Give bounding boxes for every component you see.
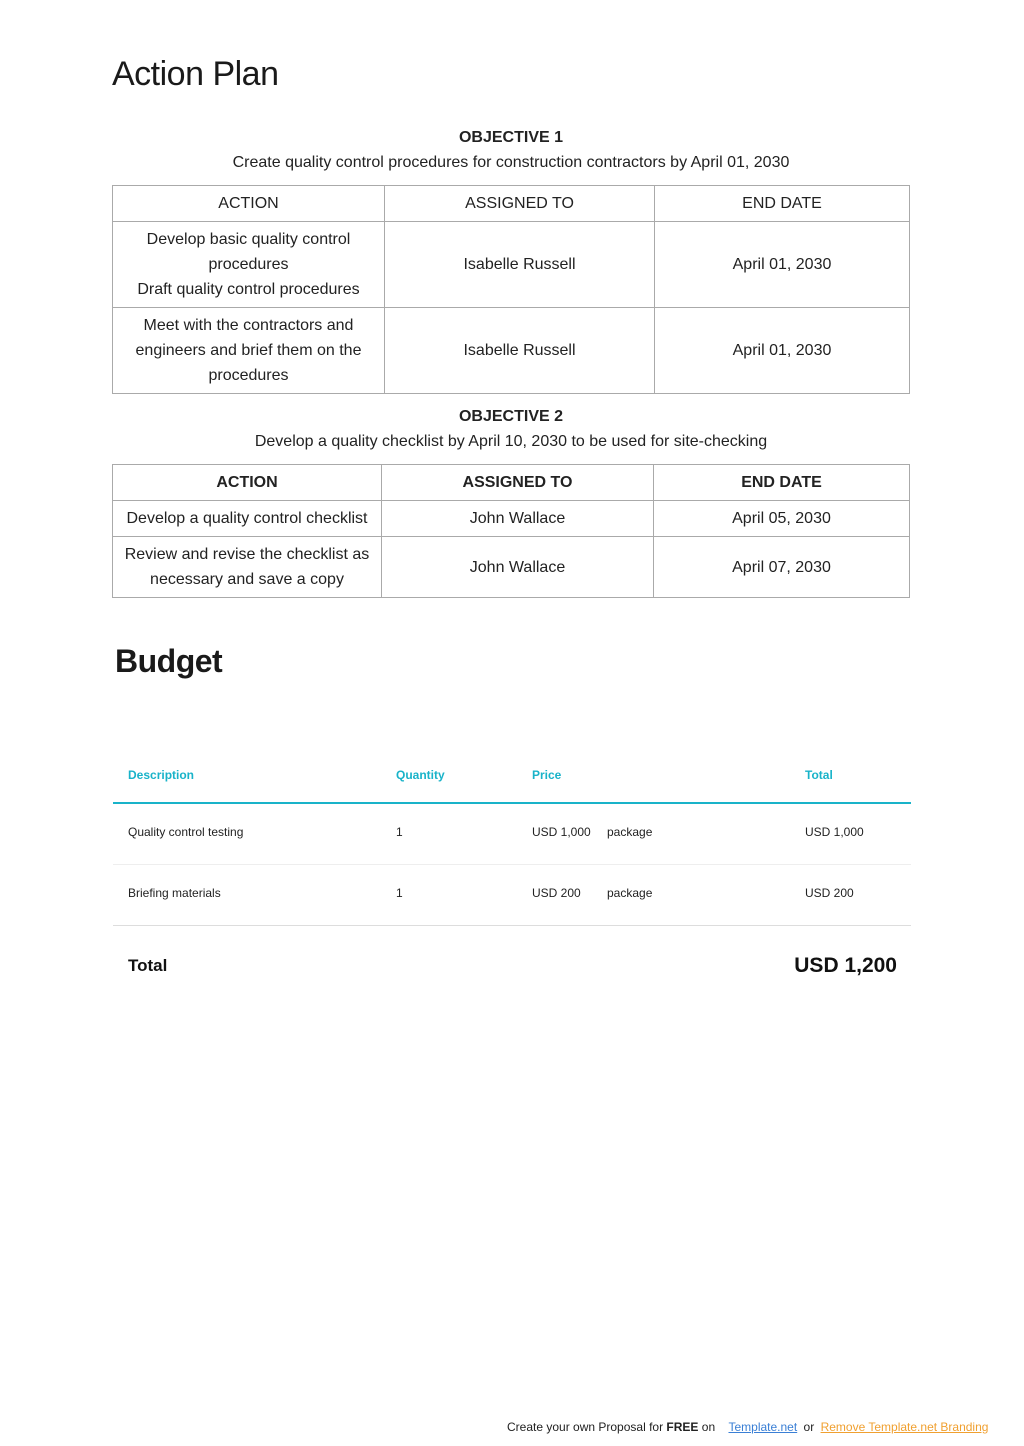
total: USD 200 — [805, 886, 854, 900]
action-cell — [113, 222, 385, 308]
total-label: Total — [128, 956, 168, 975]
remove-branding-link[interactable]: Remove Template.net Branding — [820, 1420, 989, 1434]
quantity: 1 — [396, 825, 403, 839]
budget-title: Budget — [115, 643, 223, 679]
unit: package — [607, 886, 653, 900]
header-assigned: ASSIGNED TO — [385, 186, 655, 222]
template-net-link[interactable]: Template.net — [728, 1420, 798, 1434]
objective-label: OBJECTIVE 2 — [458, 408, 564, 425]
end-date-cell: April 05, 2030 — [654, 501, 910, 537]
assigned-cell: John Wallace — [382, 537, 654, 598]
table-row — [113, 308, 910, 394]
objective-1 — [112, 125, 910, 175]
action-cell: Meet with the contractors and engineers and brief them on the procedures — [113, 308, 385, 394]
description: Quality control testing — [128, 825, 244, 839]
budget-row — [113, 865, 911, 926]
objective-2 — [112, 404, 910, 454]
table-row — [113, 537, 910, 598]
action-plan-title: Action Plan — [112, 55, 279, 93]
budget-table — [113, 768, 911, 988]
header-assigned: ASSIGNED TO — [382, 465, 654, 501]
header-end-date: END DATE — [654, 465, 910, 501]
objective-description: Develop a quality checklist by April 10, 2030 to be used for site-checking — [254, 433, 768, 450]
objective-description: Create quality control procedures for construction contractors by April 01, 2030 — [232, 154, 790, 171]
footer-free: FREE — [666, 1420, 699, 1434]
budget-row — [113, 804, 911, 865]
price: USD 1,000 — [532, 825, 591, 839]
footer-text: Create your own Proposal for — [507, 1420, 664, 1434]
action-line: Develop basic quality control procedures — [146, 231, 351, 273]
assigned-cell: Isabelle Russell — [385, 222, 655, 308]
table-header-row — [113, 465, 910, 501]
quantity: 1 — [396, 886, 403, 900]
unit: package — [607, 825, 653, 839]
table-row — [113, 222, 910, 308]
total-value: USD 1,200 — [794, 954, 897, 977]
end-date-cell: April 07, 2030 — [654, 537, 910, 598]
total: USD 1,000 — [805, 825, 864, 839]
assigned-cell: John Wallace — [382, 501, 654, 537]
header-price: Price — [532, 768, 562, 782]
action-cell: Review and revise the checklist as necessary and save a copy — [113, 537, 382, 598]
table-header-row — [113, 186, 910, 222]
end-date-cell: April 01, 2030 — [655, 308, 910, 394]
footer-or: or — [803, 1420, 815, 1434]
action-line: Draft quality control procedures — [137, 281, 360, 298]
header-description: Description — [128, 768, 195, 782]
price: USD 200 — [532, 886, 581, 900]
header-action: ACTION — [113, 465, 382, 501]
footer-on: on — [701, 1420, 716, 1434]
header-total: Total — [805, 768, 833, 782]
footer — [507, 1420, 988, 1434]
header-quantity: Quantity — [396, 768, 445, 782]
description: Briefing materials — [128, 886, 221, 900]
objective-2-table — [112, 464, 910, 598]
end-date-cell: April 01, 2030 — [655, 222, 910, 308]
objective-label: OBJECTIVE 1 — [458, 129, 564, 146]
table-row — [113, 501, 910, 537]
assigned-cell: Isabelle Russell — [385, 308, 655, 394]
header-action: ACTION — [113, 186, 385, 222]
header-end-date: END DATE — [655, 186, 910, 222]
objective-1-table — [112, 185, 910, 394]
action-cell: Develop a quality control checklist — [113, 501, 382, 537]
